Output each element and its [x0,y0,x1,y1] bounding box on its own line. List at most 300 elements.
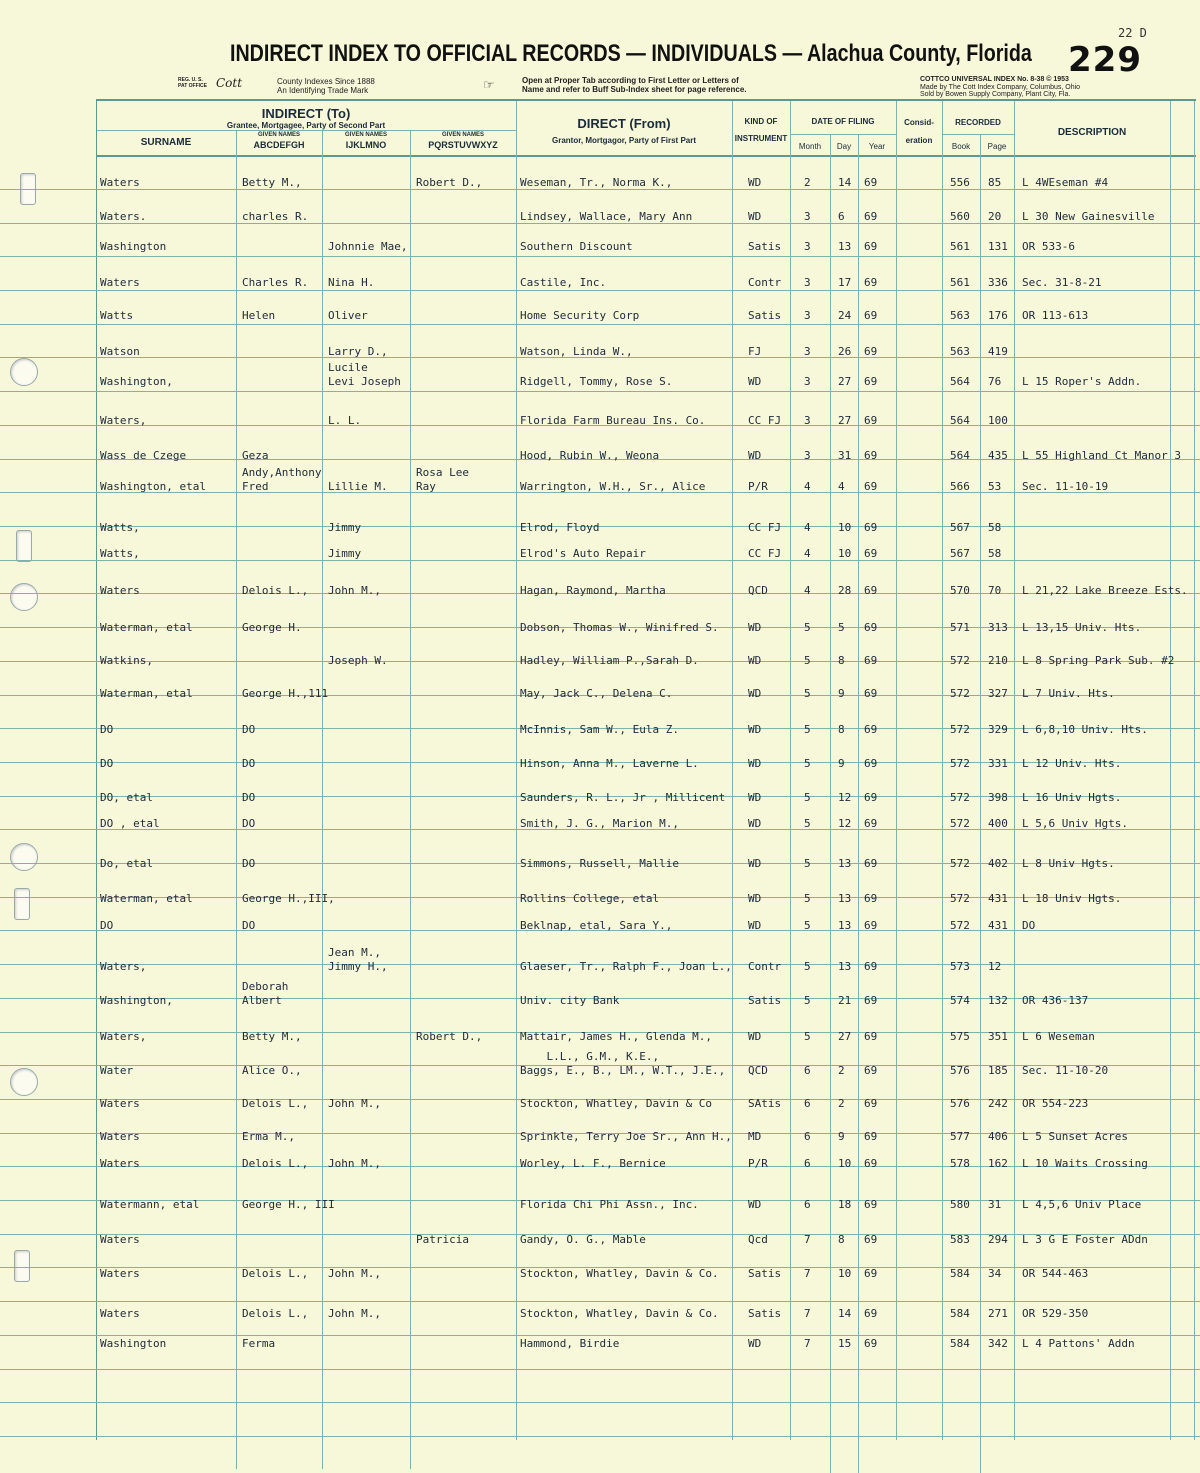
given2-cell: Nina H. [328,276,375,289]
surname-cell: Watson [100,345,140,358]
day-cell: 12 [838,817,852,830]
given1-cell: George H. [242,621,302,634]
col-rule [790,101,791,1440]
surname-cell: Watkins, [100,654,153,667]
direct-party-cell: McInnis, Sam W., Eula Z. [520,723,679,736]
day-cell: 10 [838,547,852,560]
page-cell: 327 [988,687,1008,700]
given2-cell: Jean M., Jimmy H., [328,946,388,973]
kind-header-2: INSTRUMENT [734,134,788,143]
given2-cell: Johnnie Mae, [328,240,408,253]
year-cell: 69 [864,1337,878,1350]
given1-cell: Delois L., [242,1267,309,1280]
header-top-rule [96,99,1196,101]
given3-cell: Robert D., [416,176,483,189]
day-cell: 9 [838,757,845,770]
year-cell: 69 [864,240,878,253]
day-cell: 10 [838,1267,852,1280]
month-cell: 5 [804,892,811,905]
description-cell: OR 554-223 [1022,1097,1089,1110]
given2-cell: John M., [328,1157,381,1170]
corner-code: 22 D [1118,26,1147,40]
surname-cell: Waters [100,1233,140,1246]
pointing-hand-icon: ☞ [484,75,494,94]
consideration-header-1: Consid- [904,118,934,127]
description-cell: L 30 New Gainesville [1022,210,1155,223]
month-cell: 5 [804,857,811,870]
month-cell: 5 [804,757,811,770]
direct-party-cell: Stockton, Whatley, Davin & Co. [520,1267,719,1280]
page-cell: 271 [988,1307,1008,1320]
direct-party-cell: Hadley, William P.,Sarah D. [520,654,699,667]
day-cell: 5 [838,621,845,634]
description-cell: Sec. 11-10-19 [1022,480,1109,493]
given-names-header-1: GIVEN NAMES [257,132,300,138]
surname-cell: Watts [100,309,134,322]
direct-party-cell: Castile, Inc. [520,276,607,289]
day-cell: 2 [838,1064,845,1077]
book-header: Book [951,142,971,151]
direct-party-cell: May, Jack C., Delena C. [520,687,673,700]
page-cell: 31 [988,1198,1002,1211]
surname-cell: Waters. [100,210,147,223]
book-cell: 584 [950,1307,970,1320]
book-cell: 584 [950,1267,970,1280]
year-cell: 69 [864,892,878,905]
surname-cell: Watts, [100,521,140,534]
given-names-header-2: GIVEN NAMES [344,132,387,138]
book-cell: 561 [950,240,970,253]
indirect-header: INDIRECT (To) [261,106,351,121]
book-cell: 584 [950,1337,970,1350]
direct-party-cell: Florida Chi Phi Assn., Inc. [520,1198,699,1211]
header-sub-rule [96,130,516,131]
day-cell: 14 [838,1307,852,1320]
book-cell: 560 [950,210,970,223]
year-cell: 69 [864,1233,878,1246]
day-cell: 9 [838,1130,845,1143]
year-cell: 69 [864,1064,878,1077]
instrument-kind-cell: WD [748,757,762,770]
given1-cell: Delois L., [242,1157,309,1170]
description-cell: L 3 G E Foster ADdn [1022,1233,1148,1246]
page-cell: 131 [988,240,1008,253]
given-names-header-3: GIVEN NAMES [441,132,484,138]
month-cell: 5 [804,687,811,700]
surname-cell: Waters [100,1307,140,1320]
date-of-filing-header: DATE OF FILING [811,117,875,126]
col-rule [858,134,859,1473]
book-cell: 567 [950,547,970,560]
given1-cell: Ferma [242,1337,276,1350]
ruled-line [0,391,1200,392]
year-cell: 69 [864,345,878,358]
description-cell: OR 113-613 [1022,309,1089,322]
page-cell: 34 [988,1267,1002,1280]
month-cell: 5 [804,621,811,634]
year-cell: 69 [864,1157,878,1170]
book-cell: 577 [950,1130,970,1143]
day-cell: 13 [838,919,852,932]
instrument-kind-cell: QCD [748,584,768,597]
day-cell: 21 [838,994,852,1007]
instructions: Open at Proper Tab according to First Letter or Letters of Name and refer to Buff Sub-Index sheet for page reference. [522,76,747,94]
page-cell: 162 [988,1157,1008,1170]
instrument-kind-cell: Contr [748,276,782,289]
trademark-note: County Indexes Since 1888 An Identifying Trade Mark [277,77,375,95]
month-cell: 5 [804,960,811,973]
month-cell: 7 [804,1307,811,1320]
year-cell: 69 [864,414,878,427]
col-rule [980,134,981,1473]
instrument-kind-cell: SAtis [748,1097,782,1110]
day-cell: 13 [838,857,852,870]
day-cell: 10 [838,1157,852,1170]
description-cell: L 8 Univ Hgts. [1022,857,1115,870]
surname-cell: Waters [100,176,140,189]
year-cell: 69 [864,960,878,973]
given2-cell: Lucile Levi Joseph [328,361,401,388]
given1-cell: George H.,III, [242,892,335,905]
month-cell: 3 [804,240,811,253]
book-cell: 572 [950,857,970,870]
col-rule [516,101,517,1440]
book-cell: 574 [950,994,970,1007]
day-cell: 15 [838,1337,852,1350]
ruled-line [0,324,1200,325]
direct-party-cell: Lindsey, Wallace, Mary Ann [520,210,693,223]
month-cell: 6 [804,1198,811,1211]
page-number: 229 [1068,40,1142,80]
instrument-kind-cell: WD [748,919,762,932]
page-cell: 402 [988,857,1008,870]
instrument-kind-cell: CC FJ [748,521,782,534]
page-cell: 398 [988,791,1008,804]
direct-party-cell: Elrod, Floyd [520,521,600,534]
surname-cell: Wass de Czege [100,449,187,462]
given2-cell: Oliver [328,309,368,322]
surname-cell: Waters [100,584,140,597]
given2-cell: John M., [328,1307,381,1320]
month-cell: 5 [804,919,811,932]
direct-party-cell: Watson, Linda W., [520,345,633,358]
description-cell: L 8 Spring Park Sub. #2 [1022,654,1175,667]
given3-cell: Patricia [416,1233,469,1246]
direct-party-cell: Simmons, Russell, Mallie [520,857,679,870]
instrument-kind-cell: Satis [748,240,782,253]
given1-cell: George H., III [242,1198,335,1211]
surname-cell: Waters, [100,960,147,973]
description-cell: L 55 Highland Ct Manor 3 [1022,449,1181,462]
surname-cell: DO, etal [100,791,153,804]
surname-cell: Watts, [100,547,140,560]
month-cell: 6 [804,1157,811,1170]
description-cell: DO [1022,919,1036,932]
description-cell: L 10 Waits Crossing [1022,1157,1148,1170]
ruled-line [0,256,1200,257]
year-cell: 69 [864,375,878,388]
given1-cell: Alice O., [242,1064,302,1077]
month-cell: 3 [804,449,811,462]
surname-cell: Washington, etal [100,480,206,493]
instrument-kind-cell: QCD [748,1064,768,1077]
given2-cell: L. L. [328,414,362,427]
surname-cell: Washington, [100,375,173,388]
instrument-kind-cell: WD [748,210,762,223]
instrument-kind-cell: WD [748,723,762,736]
description-cell: L 4 Pattons' Addn [1022,1337,1135,1350]
page-cell: 431 [988,892,1008,905]
month-cell: 3 [804,414,811,427]
surname-cell: Waters [100,1157,140,1170]
book-cell: 572 [950,892,970,905]
page-cell: 53 [988,480,1002,493]
page-cell: 76 [988,375,1002,388]
year-cell: 69 [864,919,878,932]
year-cell: 69 [864,1097,878,1110]
book-cell: 572 [950,791,970,804]
book-cell: 572 [950,919,970,932]
page-cell: 58 [988,521,1002,534]
year-cell: 69 [864,621,878,634]
instrument-kind-cell: Satis [748,994,782,1007]
month-cell: 4 [804,480,811,493]
ruled-line [0,1301,1200,1302]
month-cell: 3 [804,276,811,289]
surname-cell: DO [100,919,114,932]
day-cell: 27 [838,375,852,388]
given1-header: ABCDEFGH [253,140,305,150]
month-cell: 5 [804,1030,811,1043]
instrument-kind-cell: MD [748,1130,762,1143]
page-title: INDIRECT INDEX TO OFFICIAL RECORDS — INDIVIDUALS — Alachua County, Florida [230,40,1032,67]
direct-party-cell: Stockton, Whatley, Davin & Co [520,1097,713,1110]
page-cell: 210 [988,654,1008,667]
instrument-kind-cell: Satis [748,1267,782,1280]
day-cell: 4 [838,480,845,493]
year-cell: 69 [864,817,878,830]
instrument-kind-cell: WD [748,791,762,804]
given2-cell: Larry D., [328,345,388,358]
book-cell: 572 [950,757,970,770]
day-cell: 9 [838,687,845,700]
page-cell: 85 [988,176,1002,189]
day-cell: 6 [838,210,845,223]
given2-header: IJKLMNO [345,140,387,150]
binder-hole [10,843,38,871]
instrument-kind-cell: WD [748,1030,762,1043]
surname-cell: Waters, [100,414,147,427]
page-cell: 400 [988,817,1008,830]
description-cell: Sec. 11-10-20 [1022,1064,1109,1077]
col-rule [896,101,897,1440]
month-cell: 3 [804,210,811,223]
col-rule [322,130,323,1469]
description-cell: L 21,22 Lake Breeze Ests. [1022,584,1188,597]
col-rule-right [1194,101,1195,1440]
day-cell: 27 [838,1030,852,1043]
instrument-kind-cell: WD [748,817,762,830]
instrument-kind-cell: Contr [748,960,782,973]
month-cell: 4 [804,547,811,560]
month-cell: 7 [804,1337,811,1350]
surname-cell: Washington [100,1337,167,1350]
year-cell: 69 [864,176,878,189]
page-cell: 70 [988,584,1002,597]
given1-cell: charles R. [242,210,309,223]
instrument-kind-cell: WD [748,1337,762,1350]
surname-cell: DO , etal [100,817,160,830]
page-cell: 431 [988,919,1008,932]
book-cell: 563 [950,309,970,322]
description-cell: L 5,6 Univ Hgts. [1022,817,1128,830]
given1-cell: Helen [242,309,276,322]
description-cell: OR 529-350 [1022,1307,1089,1320]
day-cell: 26 [838,345,852,358]
instrument-kind-cell: WD [748,176,762,189]
year-cell: 69 [864,791,878,804]
page-cell: 329 [988,723,1008,736]
registration-mark: REG. U. S. PAT OFFICE [178,77,207,89]
year-cell: 69 [864,547,878,560]
instrument-kind-cell: WD [748,654,762,667]
book-cell: 564 [950,449,970,462]
instrument-kind-cell: CC FJ [748,414,782,427]
month-cell: 6 [804,1064,811,1077]
direct-party-cell: Hood, Rubin W., Weona [520,449,660,462]
surname-cell: Waters [100,1130,140,1143]
day-cell: 10 [838,521,852,534]
ruled-line [0,1402,1200,1403]
day-cell: 14 [838,176,852,189]
instrument-kind-cell: WD [748,687,762,700]
surname-cell: Waters [100,1267,140,1280]
given1-cell: George H.,111 [242,687,329,700]
book-cell: 580 [950,1198,970,1211]
month-cell: 4 [804,521,811,534]
year-cell: 69 [864,480,878,493]
surname-cell: Waters [100,276,140,289]
description-cell: L 7 Univ. Hts. [1022,687,1115,700]
page-cell: 336 [988,276,1008,289]
page-cell: 435 [988,449,1008,462]
direct-party-cell: Rollins College, etal [520,892,660,905]
description-cell: L 4,5,6 Univ Place [1022,1198,1142,1211]
month-cell: 3 [804,375,811,388]
surname-cell: Waterman, etal [100,621,193,634]
col-rule [1014,101,1015,1440]
direct-party-cell: Worley, L. F., Bernice [520,1157,666,1170]
direct-party-cell: Mattair, James H., Glenda M., [520,1030,713,1043]
book-cell: 578 [950,1157,970,1170]
book-cell: 571 [950,621,970,634]
description-cell: L 5 Sunset Acres [1022,1130,1128,1143]
description-cell: OR 436-137 [1022,994,1089,1007]
instrument-kind-cell: WD [748,449,762,462]
instrument-kind-cell: Satis [748,1307,782,1320]
binder-slot [16,530,32,562]
month-header: Month [798,142,822,151]
book-cell: 573 [950,960,970,973]
direct-party-cell: Weseman, Tr., Norma K., [520,176,673,189]
year-cell: 69 [864,1307,878,1320]
direct-party-cell: Glaeser, Tr., Ralph F., Joan L., [520,960,732,973]
given1-cell: Betty M., [242,1030,302,1043]
year-cell: 69 [864,1130,878,1143]
book-cell: 576 [950,1097,970,1110]
year-cell: 69 [864,687,878,700]
surname-cell: Waters, [100,1030,147,1043]
page-cell: 342 [988,1337,1008,1350]
given1-cell: DO [242,817,256,830]
day-cell: 24 [838,309,852,322]
consideration-header-2: eration [905,136,933,145]
year-header: Year [868,142,886,151]
surname-cell: Washington [100,240,167,253]
month-cell: 6 [804,1097,811,1110]
book-cell: 572 [950,687,970,700]
description-cell: L 12 Univ. Hts. [1022,757,1122,770]
day-cell: 8 [838,723,845,736]
description-cell: OR 544-463 [1022,1267,1089,1280]
kind-header-1: KIND OF [744,117,778,126]
description-cell: L 4WEseman #4 [1022,176,1109,189]
given1-cell: Deborah Albert [242,980,289,1007]
instrument-kind-cell: FJ [748,345,762,358]
binder-hole [10,358,38,386]
direct-party-cell: L.L., G.M., K.E., Baggs, E., B., LM., W.T., J.E., [520,1050,726,1077]
book-cell: 575 [950,1030,970,1043]
direct-header: DIRECT (From) [577,116,671,131]
day-cell: 27 [838,414,852,427]
description-cell: L 6,8,10 Univ. Hts. [1022,723,1148,736]
given3-cell: Robert D., [416,1030,483,1043]
given2-cell: John M., [328,584,381,597]
page-cell: 406 [988,1130,1008,1143]
year-cell: 69 [864,857,878,870]
month-cell: 7 [804,1233,811,1246]
description-cell: Sec. 31-8-21 [1022,276,1102,289]
book-cell: 566 [950,480,970,493]
book-cell: 572 [950,817,970,830]
direct-party-cell: Florida Farm Bureau Ins. Co. [520,414,706,427]
year-cell: 69 [864,210,878,223]
year-cell: 69 [864,584,878,597]
day-cell: 18 [838,1198,852,1211]
month-cell: 4 [804,584,811,597]
description-cell: L 16 Univ Hgts. [1022,791,1122,804]
header-recorded-rule [942,134,1014,135]
day-cell: 31 [838,449,852,462]
ruled-line [0,1436,1200,1437]
given1-cell: DO [242,857,256,870]
instrument-kind-cell: Satis [748,309,782,322]
day-cell: 12 [838,791,852,804]
month-cell: 5 [804,791,811,804]
given2-cell: Jimmy [328,547,362,560]
page-cell: 419 [988,345,1008,358]
header-date-rule [790,134,896,135]
month-cell: 5 [804,817,811,830]
surname-cell: DO [100,757,114,770]
month-cell: 2 [804,176,811,189]
page-cell: 132 [988,994,1008,1007]
page-cell: 185 [988,1064,1008,1077]
month-cell: 3 [804,345,811,358]
cott-signature-logo: Cott [216,76,243,90]
instrument-kind-cell: Qcd [748,1233,768,1246]
binder-hole [10,583,38,611]
